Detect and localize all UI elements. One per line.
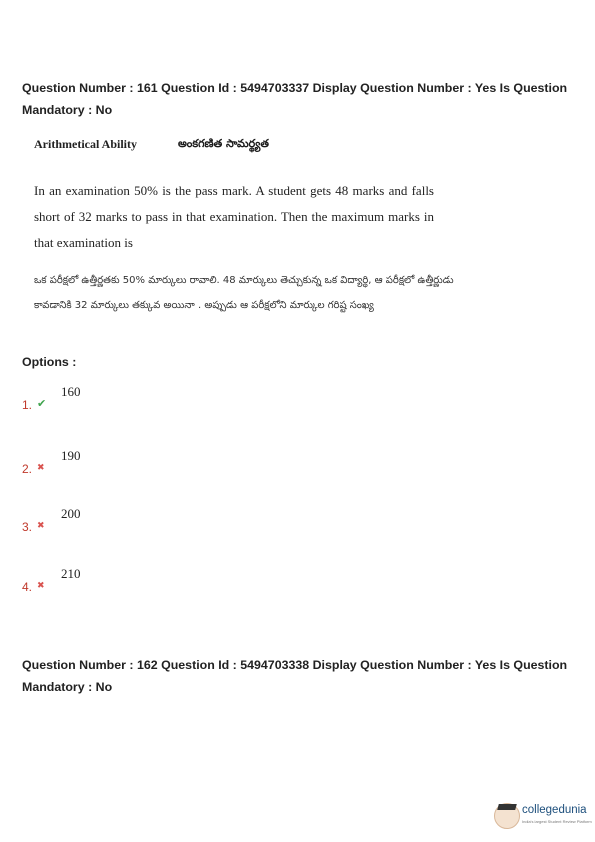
subject-telugu: అంకగణిత సామర్థ్యత [178, 137, 269, 150]
option-value: 210 [61, 566, 81, 581]
option-number: 3. [22, 520, 33, 534]
option-number: 4. [22, 580, 33, 594]
option-value: 200 [61, 506, 81, 521]
subject-row [34, 137, 269, 152]
question-header: Question Number : 161 Question Id : 5494703337 Display Question Number : Yes Is Question Mandatory : No [22, 81, 568, 117]
cross-icon: ✖ [37, 463, 45, 473]
option-number: 1. [22, 398, 33, 412]
cross-icon: ✖ [37, 581, 45, 591]
option-2 [22, 448, 222, 488]
question-text-english: In an examination 50% is the pass mark. A student gets 48 marks and falls short of 32 marks to pass in that examination. Then the maximum marks in that examination is [34, 183, 434, 250]
question-header: Question Number : 162 Question Id : 5494703338 Display Question Number : Yes Is Question Mandatory : No [22, 658, 568, 694]
check-icon: ✔ [37, 397, 47, 410]
cross-icon: ✖ [37, 521, 45, 531]
options-label: Options : [22, 355, 77, 369]
question-text-telugu: ఒక పరీక్షలో ఉత్తీర్ణతకు 50% మార్కులు రావాలి. 48 మార్కులు తెచ్చుకున్న ఒక విద్యార్థి, ఆ పరీక్షలో ఉత్తీర్ణుడు కావడానికి 32 మార్కులు తక్కువ అయినా . అప్పుడు ఆ పరీక్షలోని మార్కుల గరిష్ట సంఖ్య [34, 275, 454, 311]
option-number: 2. [22, 462, 33, 476]
logo-name: collegedunia [522, 804, 587, 816]
option-3 [22, 506, 222, 546]
option-1 [22, 384, 222, 424]
option-value: 190 [61, 448, 81, 463]
collegedunia-logo [494, 800, 594, 832]
mascot-icon [494, 803, 520, 829]
logo-tagline: India's largest Student Review Platform [522, 819, 592, 824]
subject-english: Arithmetical Ability [34, 137, 137, 151]
option-value: 160 [61, 384, 81, 399]
option-4 [22, 566, 222, 606]
